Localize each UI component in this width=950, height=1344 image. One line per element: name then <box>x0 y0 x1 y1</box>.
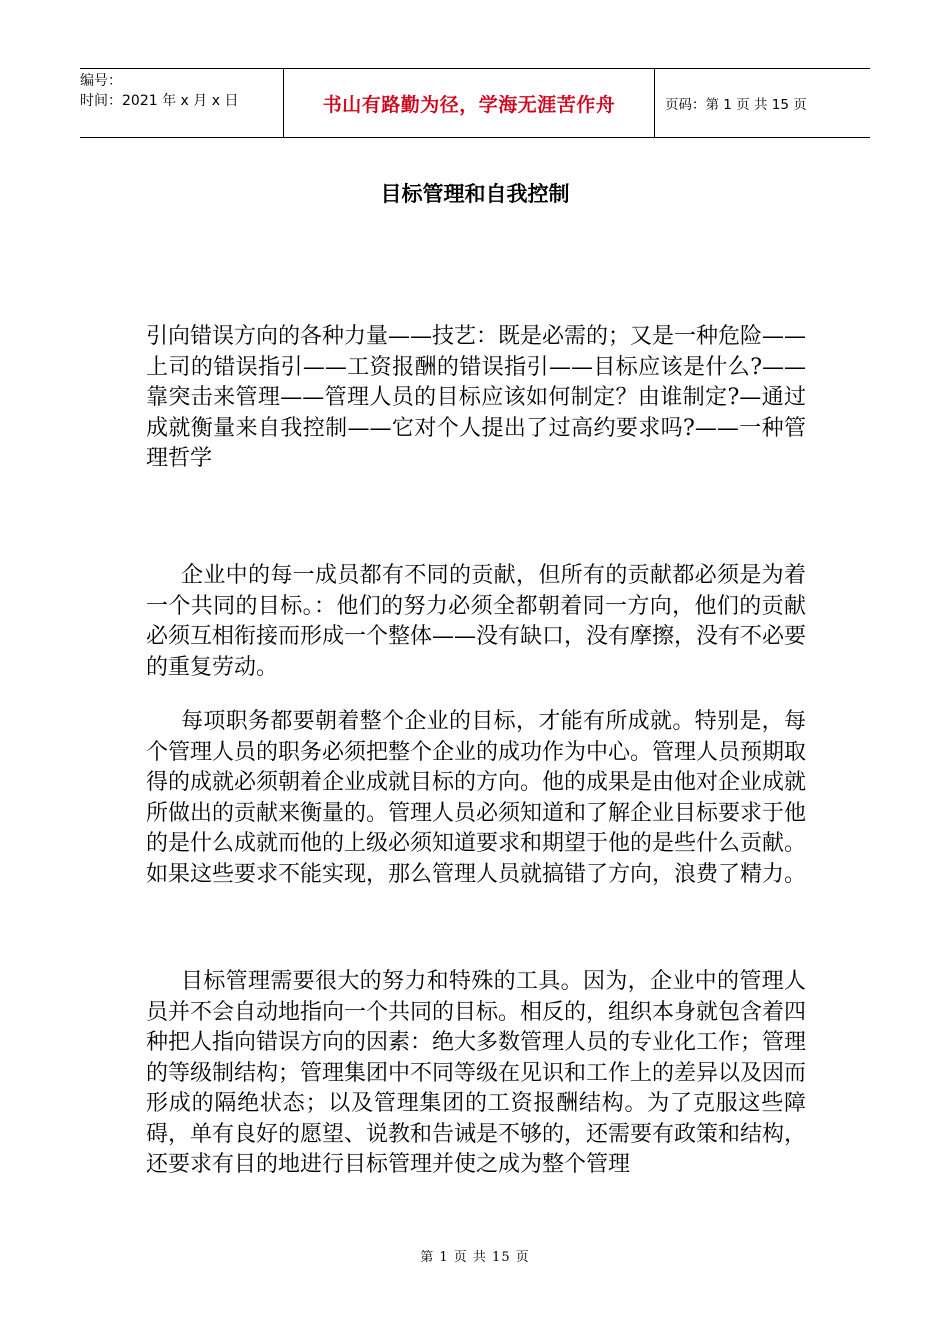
header-page-info: 页码：第 1 页 共 15 页 <box>665 97 807 113</box>
document-title: 目标管理和自我控制 <box>380 182 570 206</box>
page-footer: 第 1 页 共 15 页 <box>420 1250 530 1265</box>
body-paragraph-1: 企业中的每一成员都有不同的贡献，但所有的贡献都必须是为着一个共同的目标。：他们的努力必须全都朝着同一方向，他们的贡献必须互相衔接而形成一个整体——没有缺口，没有摩擦，没有不必要的重复劳动。 <box>146 563 807 680</box>
document-number-label: 编号： <box>80 73 122 89</box>
abstract-paragraph: 引向错误方向的各种力量——技艺：既是必需的；又是一种危险——上司的错误指引——工资报酬的错误指引——目标应该是什么?——靠突击来管理——管理人员的目标应该如何制定？由谁制定?—通过成就衡量来自我控制——它对个人提出了过高约要求吗?——一种管理哲学 <box>146 324 807 471</box>
body-paragraph-3: 目标管理需要很大的努力和特殊的工具。因为，企业中的管理人员并不会自动地指向一个共同的目标。相反的，组织本身就包含着四种把人指向错误方向的因素：绝大多数管理人员的专业化工作；管理的等级制结构；管理集团中不同等级在见识和工作上的差异以及因而形成的隔绝状态；以及管理集团的工资报酬结构。为了克服这些障碍，单有良好的愿望、说教和告诫是不够的，还需要有政策和结构，还要求有目的地进行目标管理并使之成为整个管理 <box>146 969 807 1177</box>
header-meta <box>80 69 283 137</box>
document-time-label: 时间：2021 年 x 月 x 日 <box>80 93 239 109</box>
header-motto: 书山有路勤为径，学海无涯苦作舟 <box>283 69 655 137</box>
body-paragraph-2: 每项职务都要朝着整个企业的目标，才能有所成就。特别是，每个管理人员的职务必须把整个企业的成功作为中心。管理人员预期取得的成就必须朝着企业成就目标的方向。他的成果是由他对企业成就所做出的贡献来衡量的。管理人员必须知道和了解企业目标要求于他的是什么成就而他的上级必须知道要求和期望于他的是些什么贡献。如果这些要求不能实现，那么管理人员就搞错了方向，浪费了精力。 <box>146 709 807 887</box>
page-header <box>80 68 870 138</box>
